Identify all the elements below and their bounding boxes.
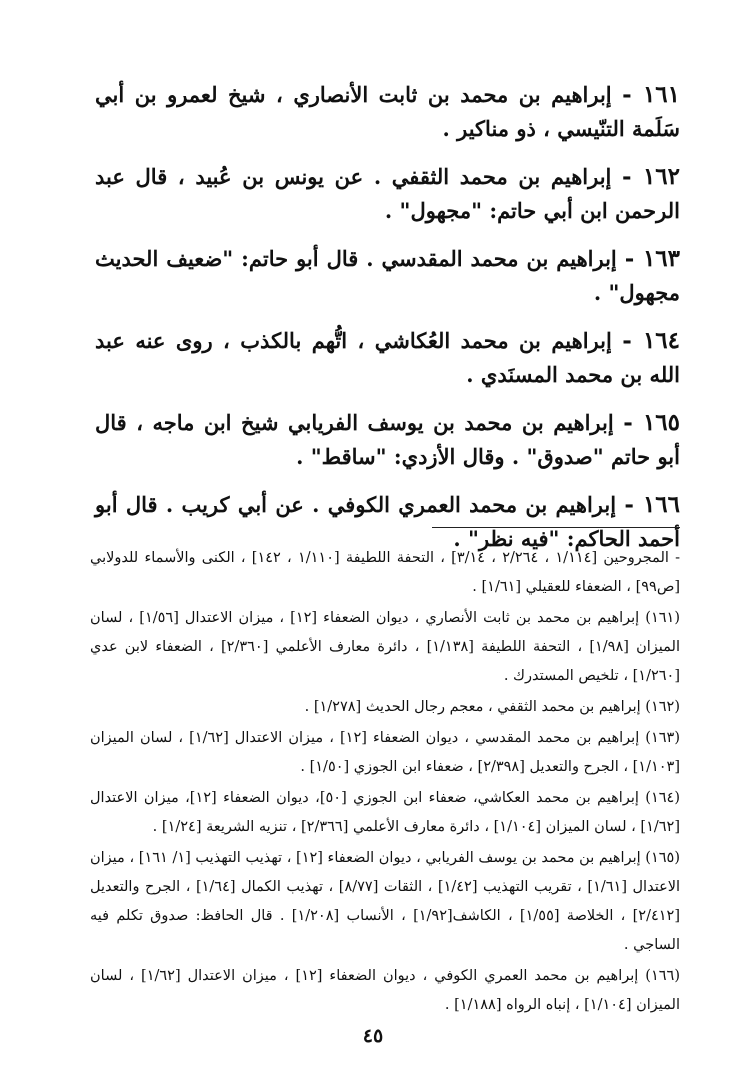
entry xyxy=(95,78,680,146)
entry-number: ١٦٣ - xyxy=(624,245,680,272)
entry xyxy=(95,406,680,474)
entry xyxy=(95,324,680,392)
footnote: (١٦٤) إبراهيم بن محمد العكاشي، ضعفاء ابن الجوزي [٥٠]، ديوان الضعفاء [١٢]، ميزان الاعتدال [١/٦٢] ، لسان الميزان [١/١٠٤] ، دائرة معارف الأعلمي [٢/٣٦٦] ، تنزيه الشريعة [١/٢٤] . xyxy=(90,790,681,835)
entry-text: إبراهيم بن محمد بن ثابت الأنصاري ، شيخ لعمرو بن أبي سَلَمة التنّيسي ، ذو مناكير . xyxy=(95,82,680,141)
footnote: - المجروحين [١/١١٤ ، ٢/٢٦٤ ، ٣/١٤] ، التحفة اللطيفة [١/١١٠ ، ١٤٢] ، الكنى والأسماء للدولابي [ص٩٩] ، الضعفاء للعقيلي [١/٦١] . xyxy=(90,550,681,595)
entry xyxy=(95,160,680,228)
footnotes xyxy=(90,544,680,1022)
entry-text: إبراهيم بن محمد بن يوسف الفريابي شيخ ابن ماجه ، قال أبو حاتم "صدوق" . وقال الأزدي: "ساقط" . xyxy=(95,410,680,469)
entry-number: ١٦٥ - xyxy=(623,409,680,436)
entry xyxy=(95,242,680,310)
main-text xyxy=(95,78,680,570)
footnote-divider xyxy=(432,527,680,528)
entry-text: إبراهيم بن محمد المقدسي . قال أبو حاتم: "ضعيف الحديث مجهول" . xyxy=(95,246,680,305)
page-number: ٤٥ xyxy=(362,1025,384,1047)
entry-text: إبراهيم بن محمد الثقفي . عن يونس بن عُبيد ، قال عبد الرحمن ابن أبي حاتم: "مجهول" . xyxy=(95,164,680,223)
entry-number: ١٦٤ - xyxy=(622,327,681,354)
footnote: (١٦٢) إبراهيم بن محمد الثقفي ، معجم رجال الحديث [١/٢٧٨] . xyxy=(304,699,680,715)
entry-text: إبراهيم بن محمد العمري الكوفي . عن أبي كريب . قال أبو أحمد الحاكم: "فيه نظر" . xyxy=(95,492,680,551)
footnote: (١٦٥) إبراهيم بن محمد بن يوسف الفريابي ، ديوان الضعفاء [١٢] ، تهذيب التهذيب [١/ ١٦١] ، ميزان الاعتدال [١/٦١] ، تقريب التهذيب [١/٤٢] ، الثقات [٨/٧٧] ، تهذيب الكمال [١/٦٤] ، الجرح والتعديل [٢/٤١٢] ، الخلاصة [١/٥٥] ، الكاشف[١/٩٢] ، الأنساب [١/٢٠٨] . قال الحافظ: صدوق تكلم فيه الساجي . xyxy=(90,850,681,953)
entry-number: ١٦٦ - xyxy=(624,491,680,518)
footnote: (١٦٦) إبراهيم بن محمد العمري الكوفي ، ديوان الضعفاء [١٢] ، ميزان الاعتدال [١/٦٢] ، لسان الميزان [١/١٠٤] ، إنباه الرواه [١/١٨٨] . xyxy=(90,968,680,1013)
entry-text: إبراهيم بن محمد العُكاشي ، اتُّهم بالكذب ، روى عنه عبد الله بن محمد المسنَدي . xyxy=(95,328,680,387)
footnote: (١٦١) إبراهيم بن محمد بن ثابت الأنصاري ، ديوان الضعفاء [١٢] ، ميزان الاعتدال [١/٥٦] ، لسان الميزان [١/٩٨] ، التحفة اللطيفة [١/١٣٨] ، دائرة معارف الأعلمي [٢/٣٦٠] ، الضعفاء لابن عدي [١/٢٦٠] ، تلخيص المستدرك . xyxy=(90,610,680,684)
entry-number: ١٦٢ - xyxy=(622,163,680,190)
entry-number: ١٦١ - xyxy=(622,81,680,108)
footnote: (١٦٣) إبراهيم بن محمد المقدسي ، ديوان الضعفاء [١٢] ، ميزان الاعتدال [١/٦٢] ، لسان الميزان [١/١٠٣] ، الجرح والتعديل [٢/٣٩٨] ، ضعفاء ابن الجوزي [١/٥٠] . xyxy=(90,730,680,775)
